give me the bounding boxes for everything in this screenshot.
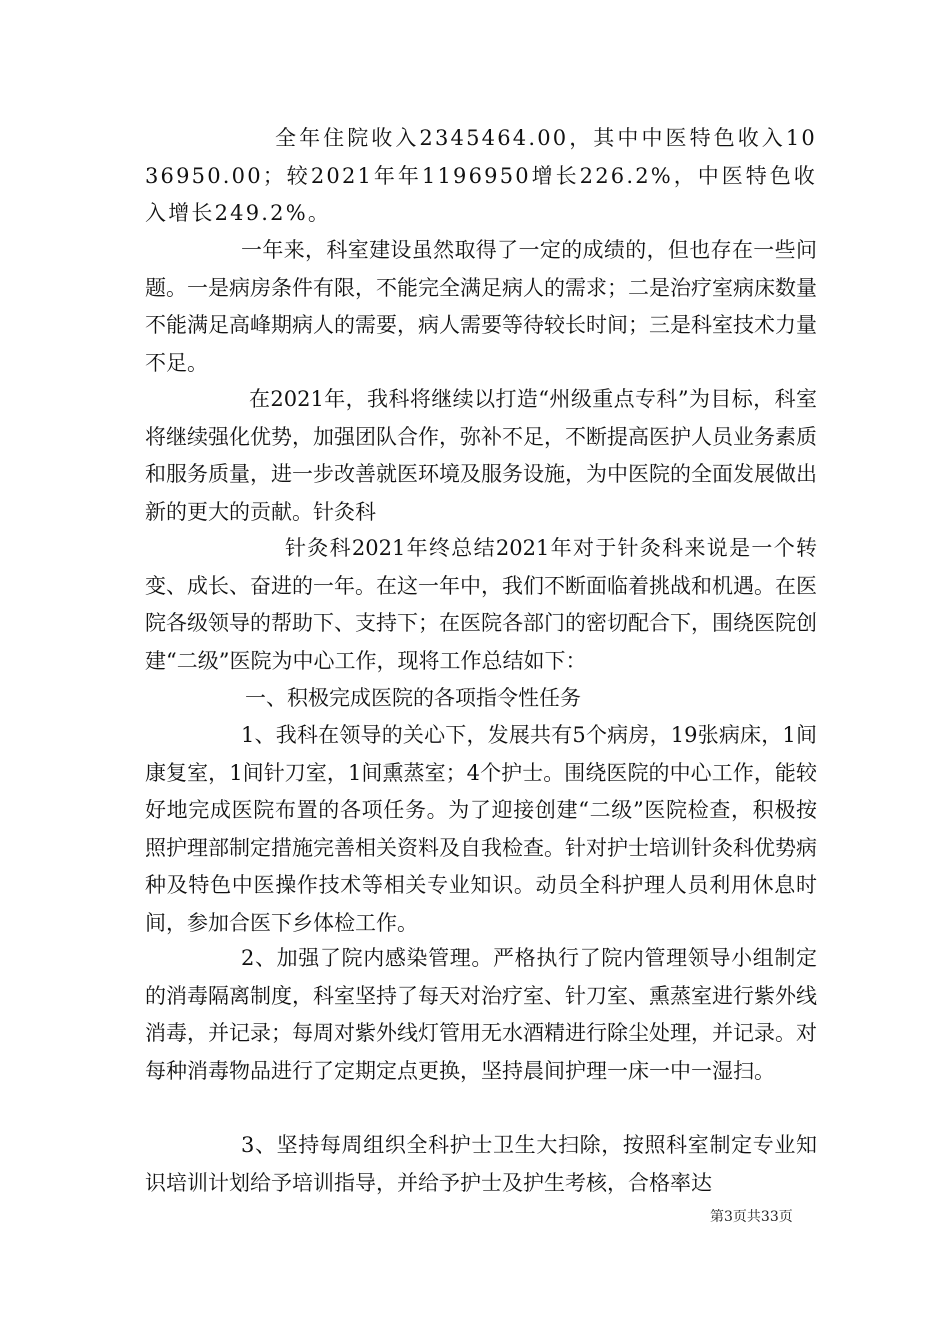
paragraph-item-1: 1、我科在领导的关心下，发展共有5个病房，19张病床，1间康复室，1间针刀室，1间熏蒸室；4个护士。围绕医院的中心工作，能较好地完成医院布置的各项任务。为了迎接创建“二级”医院检查，积极按照护理部制定措施完善相关资料及自我检查。针对护士培训针灸科优势病种及特色中医操作技术等相关专业知识。动员全科护理人员利用休息时间，参加合医下乡体检工作。 — [145, 723, 817, 935]
paragraph-item-2: 2、加强了院内感染管理。严格执行了院内管理领导小组制定的消毒隔离制度，科室坚持了每天对治疗室、针刀室、熏蒸室进行紫外线消毒，并记录；每周对紫外线灯管用无水酒精进行除尘处理，并记录。对每种消毒物品进行了定期定点更换，坚持晨间护理一床一中一湿扫。 — [145, 946, 817, 1083]
paragraph-income: 全年住院收入2345464.00，其中中医特色收入1036950.00；较2021年年1196950增长226.2%，中医特色收入增长249.2%。 — [145, 126, 817, 225]
paragraph-problems: 一年来，科室建设虽然取得了一定的成绩的，但也存在一些问题。一是病房条件有限，不能完全满足病人的需求；二是治疗室病床数量不能满足高峰期病人的需要，病人需要等待较长时间；三是科室技术力量不足。 — [145, 238, 817, 375]
paragraph-goals: 在2021年，我科将继续以打造“州级重点专科”为目标，科室将继续强化优势，加强团队合作，弥补不足，不断提高医护人员业务素质和服务质量，进一步改善就医环境及服务设施，为中医院的全面发展做出新的更大的贡献。针灸科 — [145, 387, 817, 524]
paragraph-item-3: 3、坚持每周组织全科护士卫生大扫除，按照科室制定专业知识培训计划给予培训指导，并给予护士及护生考核，合格率达 — [145, 1133, 817, 1195]
section-heading: 一、积极完成医院的各项指令性任务 — [245, 686, 581, 710]
page-number-footer: 第3页共33页 — [710, 1209, 793, 1225]
paragraph-acupuncture-summary: 针灸科2021年终总结2021年对于针灸科来说是一个转变、成长、奋进的一年。在这一年中，我们不断面临着挑战和机遇。在医院各级领导的帮助下、支持下；在医院各部门的密切配合下，围绕医院创建“二级”医院为中心工作，现将工作总结如下： — [145, 536, 817, 673]
